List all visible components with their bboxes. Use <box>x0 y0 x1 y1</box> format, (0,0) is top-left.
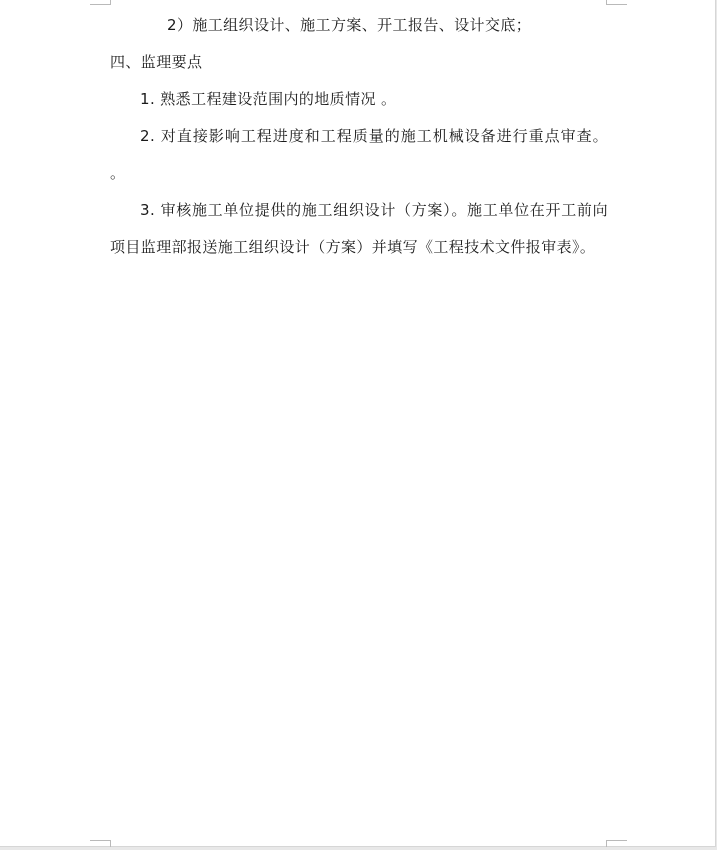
supervision-point-2: 2. 对直接影响工程进度和工程质量的施工机械设备进行重点审查。 。 <box>110 127 608 182</box>
supervision-point-1: 1. 熟悉工程建设范围内的地质情况 。 <box>140 90 397 108</box>
section-heading: 四、监理要点 <box>110 53 203 71</box>
list-line-2: 2）施工组织设计、施工方案、开工报告、设计交底； <box>167 16 532 34</box>
margin-mark-top-left <box>90 0 111 5</box>
supervision-point-3: 3. 审核施工单位提供的施工组织设计（方案）。施工单位在开工前向项目监理部报送施工组织设计（方案）并填写《工程技术文件报审表》。 <box>110 201 608 256</box>
margin-mark-bottom-left <box>90 840 111 847</box>
document-body <box>110 7 608 266</box>
margin-mark-bottom-right <box>606 840 627 847</box>
margin-mark-top-right <box>606 0 627 5</box>
